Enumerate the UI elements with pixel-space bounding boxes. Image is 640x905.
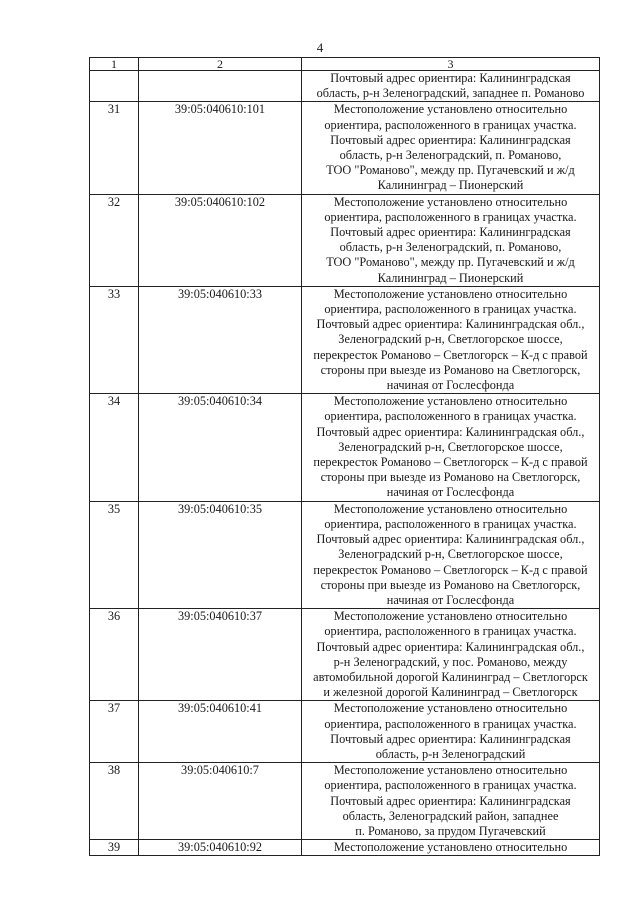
table-header-row [90,58,600,71]
location-text-line: область, р-н Зеленоградский [375,746,526,761]
location-text-line: ориентира, расположенного в границах участка. [324,209,577,224]
row-number-cell: 36 [90,609,139,701]
location-description-cell [302,286,600,393]
location-text-line: область, р-н Зеленоградский, западнее п. Романово [316,86,585,101]
location-text-line: Почтовый адрес ориентира: Калининградская [330,225,571,240]
location-text-line: ориентира, расположенного в границах участка. [324,778,577,793]
location-text-line: и железной дорогой Калининград – Светлогорск [323,685,578,700]
location-text-line: Местоположение установлено относительно [333,840,568,855]
row-number-cell: 33 [90,286,139,393]
cadastral-number-cell: 39:05:040610:101 [139,102,302,194]
location-text-line: стороны при выезде из Романово на Светлогорск, [320,362,581,377]
cadastral-number-cell: 39:05:040610:7 [139,763,302,840]
location-text-line: автомобильной дорогой Калининград – Светлогорск [313,669,588,684]
location-description-cell [302,609,600,701]
row-number-cell [90,71,139,102]
row-number-cell: 39 [90,840,139,856]
location-description-cell [302,194,600,286]
location-text-line: начиная от Гослесфонда [386,378,515,393]
row-number-cell: 35 [90,501,139,608]
location-text-line: Местоположение установлено относительно [333,102,568,117]
location-text-line: ориентира, расположенного в границах участка. [324,409,577,424]
table-row [90,102,600,194]
location-text-line: ТОО "Романово", между пр. Пугачевский и ж/д [326,163,575,178]
location-text-line: Почтовый адрес ориентира: Калининградская обл., [316,639,585,654]
table-row [90,71,600,102]
location-text-line: р-н Зеленоградский, у пос. Романово, между [333,654,568,669]
location-text-line: п. Романово, за прудом Пугачевский [355,823,546,838]
cadastral-number-cell: 39:05:040610:34 [139,394,302,501]
location-text-line: начиная от Гослесфонда [386,592,515,607]
location-text-line: Почтовый адрес ориентира: Калининградская обл., [316,532,585,547]
location-text-line: ориентира, расположенного в границах участка. [324,516,577,531]
table-row [90,763,600,840]
location-text-line: ориентира, расположенного в границах участка. [324,302,577,317]
location-text-line: Зеленоградский р-н, Светлогорское шоссе, [338,439,563,454]
cadastral-number-cell: 39:05:040610:92 [139,840,302,856]
location-description-cell [302,71,600,102]
location-text-line: перекресток Романово – Светлогорск – К-д с правой [313,347,588,362]
location-description-cell [302,840,600,856]
location-description-cell [302,763,600,840]
location-description-cell [302,394,600,501]
location-text-line: Местоположение установлено относительно [333,763,568,778]
location-text-line: Почтовый адрес ориентира: Калининградская обл., [316,424,585,439]
location-text-line: область, р-н Зеленоградский, п. Романово, [339,240,562,255]
location-text-line: Местоположение установлено относительно [333,609,568,624]
location-text-line: Почтовый адрес ориентира: Калининградская [330,132,571,147]
header-cell-cadastral: 2 [139,58,302,71]
table-row [90,394,600,501]
table-row [90,609,600,701]
location-text-line: Местоположение установлено относительно [333,194,568,209]
location-text-line: ТОО "Романово", между пр. Пугачевский и ж/д [326,255,575,270]
location-text-line: начиная от Гослесфонда [386,485,515,500]
location-text-line: Местоположение установлено относительно [333,701,568,716]
location-text-line: Местоположение установлено относительно [333,501,568,516]
location-text-line: стороны при выезде из Романово на Светлогорск, [320,470,581,485]
header-cell-number: 1 [90,58,139,71]
row-number-cell: 32 [90,194,139,286]
location-text-line: ориентира, расположенного в границах участка. [324,117,577,132]
row-number-cell: 31 [90,102,139,194]
location-text-line: ориентира, расположенного в границах участка. [324,624,577,639]
cadastral-number-cell: 39:05:040610:102 [139,194,302,286]
cadastral-number-cell: 39:05:040610:41 [139,701,302,763]
row-number-cell: 38 [90,763,139,840]
table-row [90,840,600,856]
table-row [90,286,600,393]
location-text-line: область, р-н Зеленоградский, п. Романово, [339,148,562,163]
location-text-line: Местоположение установлено относительно [333,286,568,301]
cadastral-number-cell [139,71,302,102]
table-row [90,701,600,763]
header-cell-location: 3 [302,58,600,71]
location-text-line: Почтовый адрес ориентира: Калининградская [330,731,571,746]
location-description-cell [302,501,600,608]
table-row [90,194,600,286]
location-text-line: перекресток Романово – Светлогорск – К-д с правой [313,455,588,470]
location-text-line: ориентира, расположенного в границах участка. [324,716,577,731]
location-text-line: перекресток Романово – Светлогорск – К-д с правой [313,562,588,577]
location-text-line: область, Зеленоградский район, западнее [342,808,559,823]
land-plot-table [89,57,600,856]
cadastral-number-cell: 39:05:040610:33 [139,286,302,393]
location-text-line: Почтовый адрес ориентира: Калининградская обл., [316,317,585,332]
row-number-cell: 34 [90,394,139,501]
location-text-line: Зеленоградский р-н, Светлогорское шоссе, [338,547,563,562]
table-row [90,501,600,608]
location-text-line: Почтовый адрес ориентира: Калининградская [330,793,571,808]
location-text-line: Зеленоградский р-н, Светлогорское шоссе, [338,332,563,347]
cadastral-number-cell: 39:05:040610:35 [139,501,302,608]
cadastral-number-cell: 39:05:040610:37 [139,609,302,701]
location-text-line: Местоположение установлено относительно [333,394,568,409]
row-number-cell: 37 [90,701,139,763]
location-text-line: стороны при выезде из Романово на Светлогорск, [320,577,581,592]
location-text-line: Почтовый адрес ориентира: Калининградская [330,71,571,85]
location-description-cell [302,701,600,763]
location-text-line: Калининград – Пионерский [377,178,524,193]
location-text-line: Калининград – Пионерский [377,270,524,285]
page-number: 4 [316,40,324,55]
location-description-cell [302,102,600,194]
